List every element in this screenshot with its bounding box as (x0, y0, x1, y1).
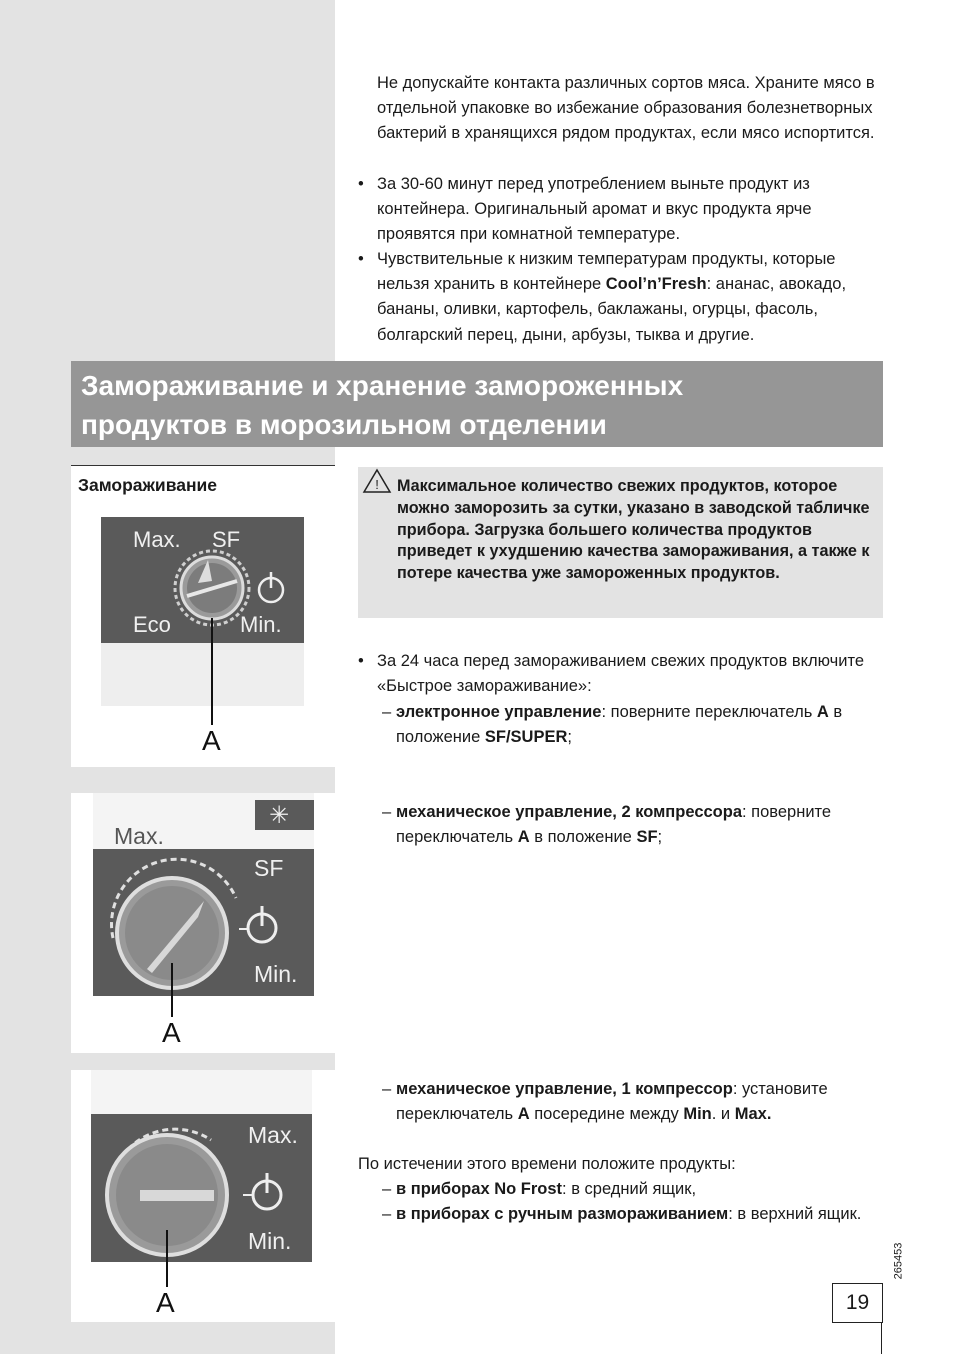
page-number: 19 (832, 1283, 883, 1323)
dash-item-mech1: – механическое управление, 1 компрессор: установите переключатель A посередине между Min. и Max. (382, 1080, 828, 1124)
section-title-banner (71, 361, 883, 447)
document-number: 265453 (892, 1242, 905, 1280)
dial3-min-label: Min. (248, 1228, 292, 1254)
dash-item-mech2: – механическое управление, 2 компрессора: поверните переключатель A в положение SF; (382, 803, 832, 847)
svg-text:!: ! (375, 477, 379, 492)
snowflake-icon: ✳ (269, 802, 290, 829)
dial3-pointer-label: A (156, 1287, 175, 1318)
dash-item-nofrost: – в приборах No Frost: в средний ящик, (382, 1180, 697, 1198)
bullet-item: • За 24 часа перед замораживанием свежих продуктов включите «Быстрое замораживание»: (358, 652, 865, 696)
dial1-pointer-label: A (202, 725, 221, 756)
warning-text: Максимальное количество свежих продуктов, которое можно заморозить за сутки, указано в заводской табличке прибора. Загрузка большего количества продуктов приведет к ухудшению качества замораживания, а также к потере качества уже замороженных продуктов. (397, 477, 870, 583)
warning-icon (362, 468, 392, 499)
section-title-line: Замораживание и хранение замороженных (81, 370, 684, 401)
dash-item-electronic: – электронное управление: поверните переключатель A в положение SF/SUPER; (382, 703, 843, 747)
dial2-panel (71, 793, 335, 1053)
dial2-pointer-label: A (162, 1017, 181, 1048)
bullet-item: • За 30-60 минут перед употреблением выньте продукт из контейнера. Оригинальный аромат и вкус продукта ярче проявятся при комнатной температуре. (358, 175, 812, 244)
dial1-min-label: Min. (240, 612, 282, 637)
dial1-max-label: Max. (133, 527, 181, 552)
dial1-panel (71, 517, 335, 767)
subheading (71, 465, 335, 517)
dial3-max-label: Max. (248, 1122, 298, 1148)
bullet-item: • Чувствительные к низким температурам продукты, которые нельзя хранить в контейнере Cool’n’Fresh: ананас, авокадо, бананы, оливки, картофель, баклажаны, огурцы, фасоль, болгарский перец, дыни, арбузы, тыква и другие. (358, 250, 847, 344)
dial1-eco-label: Eco (133, 612, 171, 637)
dial3-panel (71, 1070, 335, 1322)
dial2-max-label: Max. (114, 823, 164, 849)
subheading-text: Замораживание (78, 475, 218, 495)
after-text: По истечении этого времени положите продукты: (358, 1155, 736, 1173)
intro-paragraph: Не допускайте контакта различных сортов мяса. Храните мясо в отдельной упаковке во избежание образования болезнетворных бактерий в хранящихся рядом продуктах, если мясо испортится. (377, 74, 875, 143)
section-title-line: продуктов в морозильном отделении (81, 409, 607, 440)
dash-item-manual: – в приборах с ручным размораживанием: в верхний ящик. (382, 1205, 862, 1223)
dial2-min-label: Min. (254, 961, 298, 987)
dial2-sf-label: SF (254, 855, 284, 881)
dial1-sf-label: SF (212, 527, 241, 552)
